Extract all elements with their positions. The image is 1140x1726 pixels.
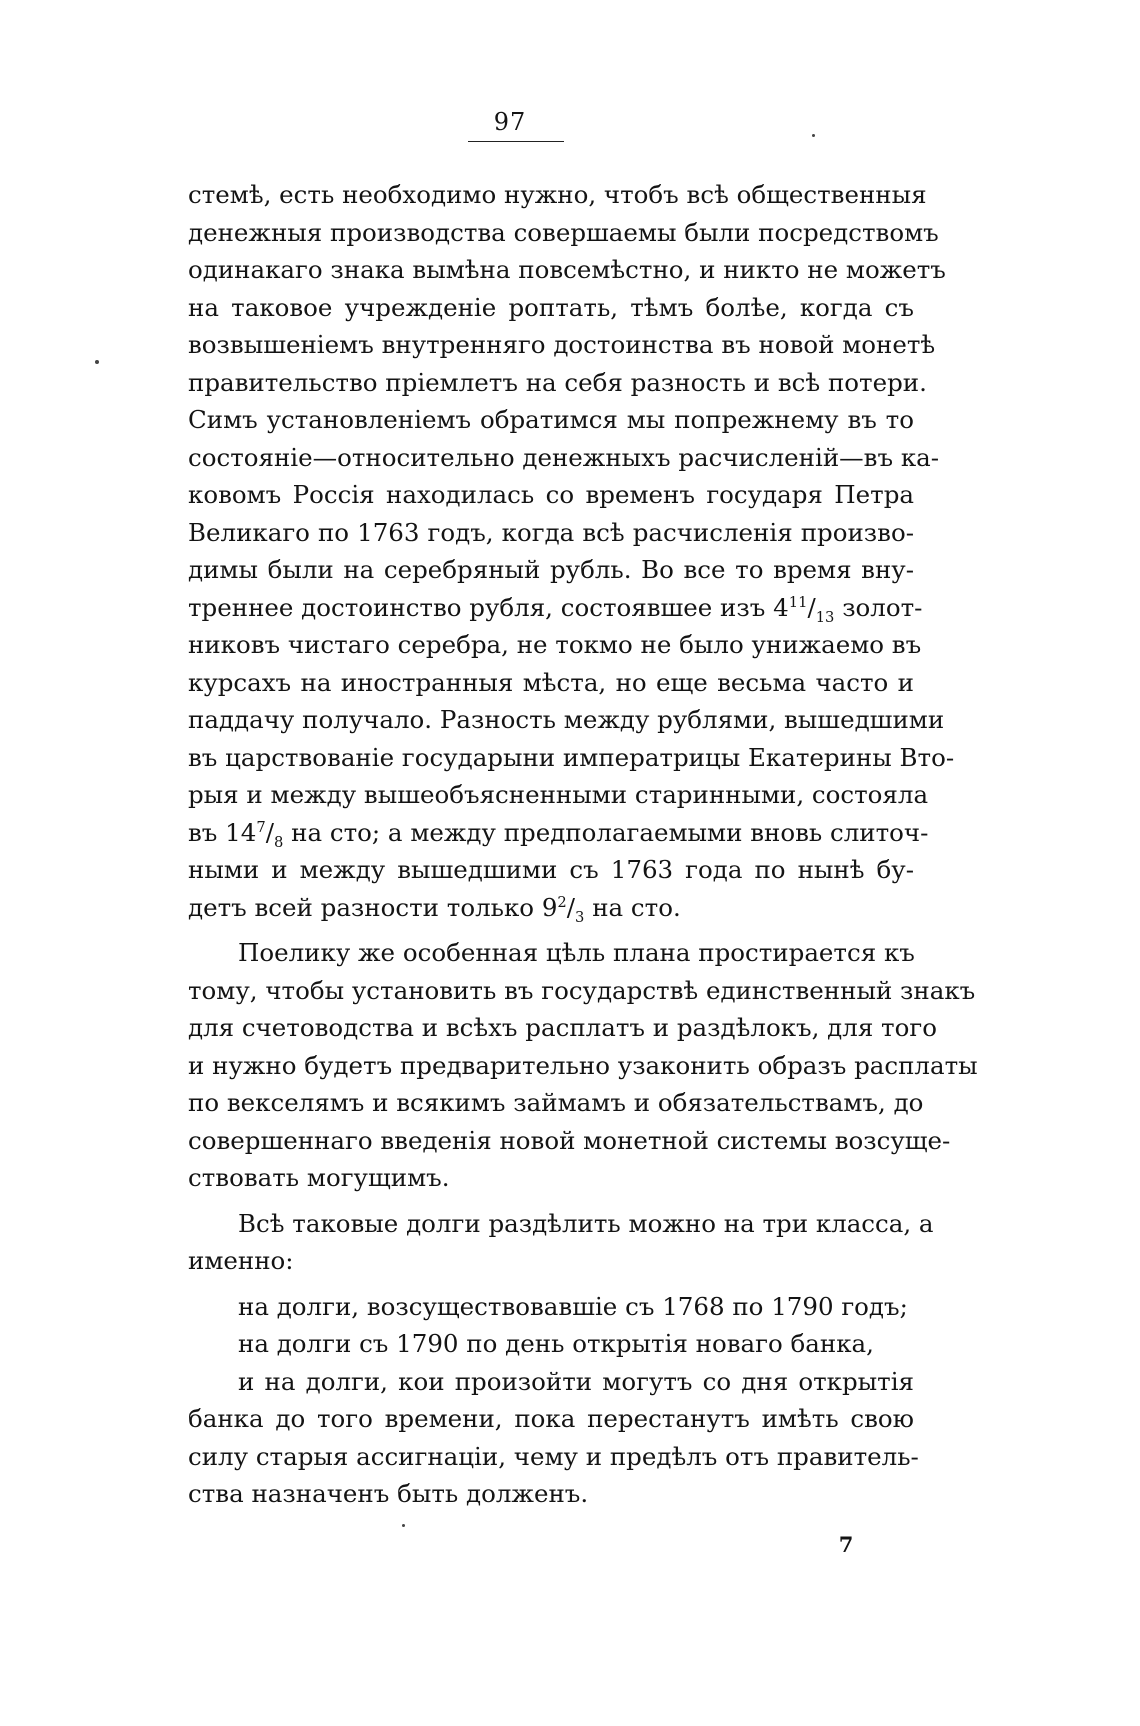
text-fragment: треннее достоинство рубля, состоявшее изъ: [188, 592, 774, 622]
paragraph-gap: [188, 1197, 914, 1205]
text-line: ковомъ Россія находилась со временъ государя Петра: [188, 480, 914, 509]
text-line: именно:: [188, 1246, 294, 1275]
text-line: въ царствованіе государыни императрицы Екатерины Вто-: [188, 742, 955, 772]
body-text: [188, 176, 978, 1513]
fraction: $14^7/_8$: [225, 817, 284, 851]
text-line: ными и между вышедшими съ 1763 года по нынѣ бу-: [188, 855, 914, 884]
text-line: и нужно будетъ предварительно узаконить образъ расплаты: [188, 1050, 978, 1080]
text-line: рыя и между вышеобъясненными старинными, состояла: [188, 780, 929, 809]
scan-speck: [95, 360, 99, 364]
fraction-numerator: 7: [256, 818, 266, 836]
fraction-numerator: 2: [557, 893, 567, 911]
text-line: ства назначенъ быть долженъ.: [188, 1479, 589, 1508]
text-line: и на долги, кои произойти могутъ со дня открытія: [238, 1366, 914, 1396]
text-fragment: на сто.: [584, 892, 681, 922]
fraction-whole: 14: [225, 817, 257, 847]
text-line: состояніе—относительно денежныхъ расчисленій—въ ка-: [188, 442, 940, 472]
fraction-whole: 9: [541, 892, 558, 922]
signature-mark: 7: [838, 1532, 854, 1557]
text-line: никовъ чистаго серебра, не токмо не было унижаемо въ: [188, 630, 922, 659]
text-line: [188, 814, 929, 852]
text-line: для счетоводства и всѣхъ расплатъ и раздѣлокъ, для того: [188, 1013, 937, 1042]
text-line: паддачу получало. Разность между рублями, вышедшими: [188, 705, 945, 734]
text-line: стемѣ, есть необходимо нужно, чтобъ всѣ общественныя: [188, 180, 927, 209]
page-number: 97: [493, 108, 527, 136]
fraction-whole: 4: [773, 592, 789, 622]
text-line: тому, чтобы установить въ государствѣ единственный знакъ: [188, 975, 976, 1005]
text-line: возвышеніемъ внутренняго достоинства въ новой монетѣ: [188, 330, 936, 359]
text-line: курсахъ на иностранныя мѣста, но еще весьма часто и: [188, 667, 914, 697]
text-line: правительство пріемлетъ на себя разность и всѣ потери.: [188, 367, 927, 397]
fraction-denominator: 13: [815, 608, 835, 626]
scan-speck: [812, 134, 815, 137]
paragraph-gap: [188, 1280, 914, 1288]
scan-speck: [402, 1524, 405, 1527]
text-line: димы были на серебряный рубль. Во все то время вну-: [188, 555, 914, 584]
text-line: [188, 589, 923, 627]
text-line: силу старыя ассигнаціи, чему и предѣлъ отъ правитель-: [188, 1441, 919, 1471]
text-fragment: золот-: [834, 592, 923, 622]
fraction-denominator: 3: [575, 908, 585, 926]
text-line: Симъ установленіемъ обратимся мы попрежнему въ то: [188, 405, 914, 434]
text-line: по векселямъ и всякимъ займамъ и обязательствамъ, до: [188, 1088, 924, 1117]
text-line: на таковое учрежденіе роптать, тѣмъ болѣе, когда съ: [188, 292, 914, 322]
text-line: Великаго по 1763 годъ, когда всѣ расчисленія произво-: [188, 517, 914, 547]
text-line: Всѣ таковые долги раздѣлить можно на три класса, а: [238, 1208, 934, 1238]
text-line: денежныя производства совершаемы были посредствомъ: [188, 217, 939, 247]
text-line: Поелику же особенная цѣль плана простирается къ: [238, 938, 915, 967]
text-line: [188, 889, 914, 927]
list-item: на долги съ 1790 по день открытія новаго банка,: [238, 1329, 874, 1358]
header-rule: [468, 141, 564, 142]
list-item: на долги, возсуществовавшіе съ 1768 по 1790 годъ;: [238, 1291, 908, 1321]
text-fragment: детъ всей разности только: [188, 892, 542, 922]
text-fragment: на сто; а между предполагаемыми вновь слиточ-: [283, 817, 929, 847]
text-line: ствовать могущимъ.: [188, 1163, 450, 1192]
fraction-denominator: 8: [273, 833, 284, 851]
text-line: банка до того времени, пока перестанутъ имѣть свою: [188, 1404, 914, 1433]
fraction: $4^{11}/_{13}$: [773, 592, 835, 626]
fraction-numerator: 11: [788, 593, 808, 611]
text-line: совершеннаго введенія новой монетной системы возсуще-: [188, 1125, 951, 1155]
text-fragment: въ: [188, 817, 226, 847]
paragraph-gap: [188, 926, 914, 934]
text-line: одинакаго знака вымѣна повсемѣстно, и никто не можетъ: [188, 255, 946, 284]
fraction: $9^2/_3$: [541, 892, 585, 926]
